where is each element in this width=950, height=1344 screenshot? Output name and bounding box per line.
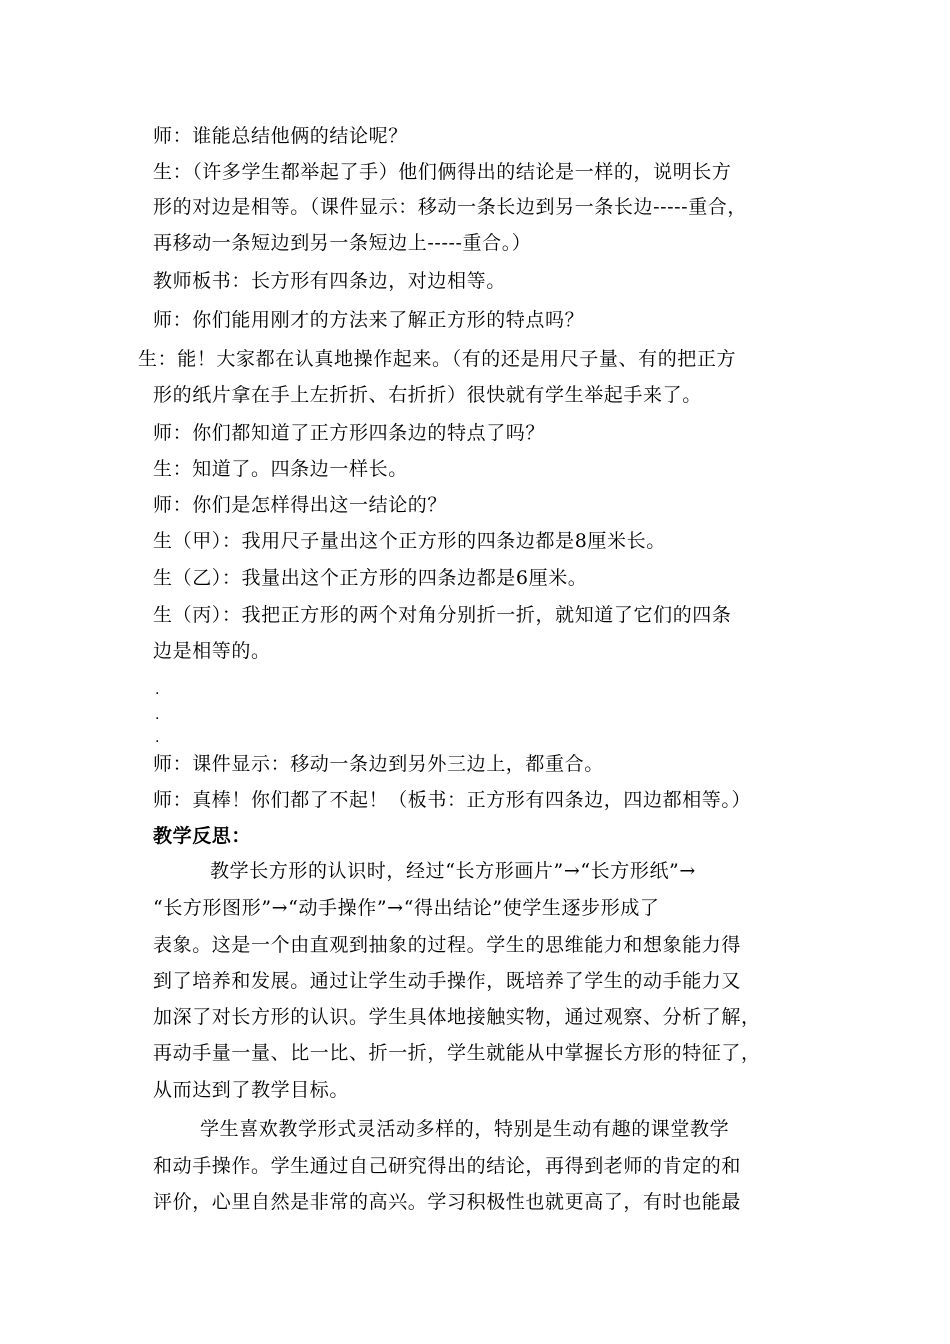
dialogue-line: 生：（许多学生都举起了手）他们俩得出的结论是一样的，说明长方 [153, 161, 732, 183]
dialogue-line: 生（甲）：我用尺子量出这个正方形的四条边都是8厘米长。 [153, 530, 666, 552]
dialogue-line: 教师板书：长方形有四条边，对边相等。 [153, 270, 506, 292]
reflection-para1-line: 到了培养和发展。通过让学生动手操作，既培养了学生的动手能力又 [153, 970, 742, 992]
dialogue-line: 生（丙）：我把正方形的两个对角分别折一折，就知道了它们的四条 [153, 604, 732, 626]
reflection-para1-line: 表象。这是一个由直观到抽象的过程。学生的思维能力和想象能力得 [153, 934, 742, 956]
reflection-para1-line: 再动手量一量、比一比、折一折，学生就能从中掌握长方形的特征了， [153, 1042, 761, 1064]
dialogue-line: 生（乙）：我量出这个正方形的四条边都是6厘米。 [153, 567, 588, 589]
closing-line: 师：课件显示：移动一条边到另外三边上，都重合。 [153, 753, 604, 775]
dialogue-line: 生：知道了。四条边一样长。 [153, 458, 408, 480]
reflection-para1-line: “长方形图形”→“动手操作”→“得出结论”使学生逐步形成了 [153, 897, 660, 919]
reflection-para1-line: 加深了对长方形的认识。学生具体地接触实物，通过观察、分析了解， [153, 1006, 761, 1028]
closing-line: 师：真棒！你们都了不起！（板书：正方形有四条边，四边都相等。） [153, 789, 752, 811]
reflection-heading: 教学反思： [153, 825, 252, 847]
reflection-para2-line: 和动手操作。学生通过自己研究得出的结论，再得到老师的肯定的和 [153, 1155, 742, 1177]
dialogue-line: 形的对边是相等。（课件显示：移动一条长边到另一条长边-----重合， [153, 196, 748, 218]
dialogue-line: 师：你们能用刚才的方法来了解正方形的特点吗？ [153, 309, 585, 331]
ellipsis-dot: . [155, 730, 160, 746]
dialogue-line: 生：能！大家都在认真地操作起来。（有的还是用尺子量、有的把正方 [138, 348, 737, 370]
reflection-para2-line: 评价，心里自然是非常的高兴。学习积极性也就更高了，有时也能最 [153, 1191, 742, 1213]
dialogue-line: 师：谁能总结他俩的结论呢？ [153, 125, 408, 147]
dialogue-line: 边是相等的。 [153, 640, 271, 662]
dialogue-line: 师：你们是怎样得出这一结论的？ [153, 494, 448, 516]
dialogue-line: 形的纸片拿在手上左折折、右折折）很快就有学生举起手来了。 [153, 384, 702, 406]
dialogue-line: 师：你们都知道了正方形四条边的特点了吗？ [153, 422, 546, 444]
ellipsis-dot: . [155, 707, 160, 723]
ellipsis-dot: . [155, 682, 160, 698]
reflection-para1-line: 从而达到了教学目标。 [153, 1079, 350, 1101]
dialogue-line: 再移动一条短边到另一条短边上-----重合。） [153, 232, 532, 254]
reflection-para1-line: 教学长方形的认识时，经过“长方形画片”→“长方形纸”→ [210, 860, 696, 882]
reflection-para2-line: 学生喜欢教学形式灵活动多样的，特别是生动有趣的课堂教学 [200, 1118, 730, 1140]
